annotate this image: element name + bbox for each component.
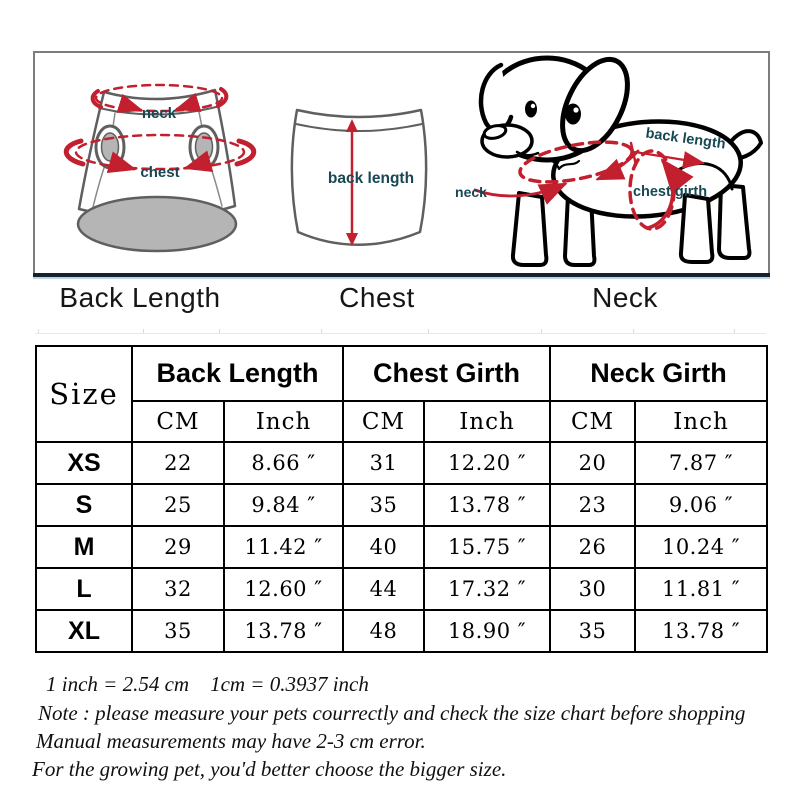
table-cell: 11.42 ″ <box>224 526 343 568</box>
table-cell: 13.78 ″ <box>424 484 550 526</box>
table-cell: 22 <box>132 442 224 484</box>
table-row <box>36 526 767 568</box>
error-note: Manual measurements may have 2-3 cm error. <box>36 729 426 753</box>
neck-girth-column-header: Neck Girth <box>550 346 767 401</box>
unit-header: Inch <box>224 401 343 442</box>
dog-chest-girth-label: chest girth <box>632 184 708 200</box>
caption-neck: Neck <box>592 282 658 313</box>
back-length-column-header: Back Length <box>132 346 343 401</box>
puppy-illustration <box>455 53 761 265</box>
measure-note: Note : please measure your pets courrectly and check the size chart before shopping <box>38 701 746 725</box>
dog-neck-label: neck <box>455 184 487 200</box>
garment-back-neck-label: neck <box>141 105 177 122</box>
table-cell: 11.81 ″ <box>635 568 767 610</box>
table-cell: 7.87 ″ <box>635 442 767 484</box>
table-cell: 35 <box>132 610 224 652</box>
table-cell: 12.60 ″ <box>224 568 343 610</box>
table-cell: 26 <box>550 526 635 568</box>
table-cell: 40 <box>343 526 424 568</box>
table-unit-row <box>36 401 767 442</box>
table-cell: 35 <box>343 484 424 526</box>
unit-header: Inch <box>635 401 767 442</box>
unit-header: CM <box>550 401 635 442</box>
table-cell: 35 <box>550 610 635 652</box>
size-label: S <box>36 484 132 526</box>
panel-bottom-highlight <box>33 277 770 279</box>
gridline-tick <box>541 329 542 333</box>
sizing-advice-note: For the growing pet, you'd better choose the bigger size. <box>32 757 507 781</box>
table-cell: 17.32 ″ <box>424 568 550 610</box>
size-column-header: Size <box>36 346 132 442</box>
table-cell: 25 <box>132 484 224 526</box>
garment-front-view-illustration <box>292 110 426 246</box>
table-cell: 29 <box>132 526 224 568</box>
gridline-tick <box>321 329 322 333</box>
gridline-tick <box>38 329 39 333</box>
table-row <box>36 610 767 652</box>
table-cell: 9.06 ″ <box>635 484 767 526</box>
table-cell: 8.66 ″ <box>224 442 343 484</box>
measurement-diagram-panel <box>33 51 770 273</box>
table-cell: 13.78 ″ <box>224 610 343 652</box>
table-header-row <box>36 346 767 401</box>
table-cell: 44 <box>343 568 424 610</box>
table-cell: 10.24 ″ <box>635 526 767 568</box>
garment-back-view-illustration <box>66 85 254 251</box>
gridline-tick <box>219 329 220 333</box>
size-chart-table <box>35 345 768 653</box>
measurement-diagram <box>35 53 768 271</box>
table-cell: 31 <box>343 442 424 484</box>
unit-header: CM <box>132 401 224 442</box>
chest-girth-column-header: Chest Girth <box>343 346 550 401</box>
table-cell: 13.78 ″ <box>635 610 767 652</box>
table-cell: 12.20 ″ <box>424 442 550 484</box>
table-cell: 9.84 ″ <box>224 484 343 526</box>
unit-header: Inch <box>424 401 550 442</box>
unit-header: CM <box>343 401 424 442</box>
caption-chest: Chest <box>339 282 415 313</box>
gridline-tick <box>428 329 429 333</box>
table-cell: 30 <box>550 568 635 610</box>
size-label: XS <box>36 442 132 484</box>
table-cell: 15.75 ″ <box>424 526 550 568</box>
caption-back-length: Back Length <box>59 282 221 313</box>
gridline-tick <box>633 329 634 333</box>
table-cell: 32 <box>132 568 224 610</box>
size-label: XL <box>36 610 132 652</box>
table-row <box>36 568 767 610</box>
table-cell: 23 <box>550 484 635 526</box>
table-row <box>36 484 767 526</box>
table-cell: 48 <box>343 610 424 652</box>
size-label: M <box>36 526 132 568</box>
conversion-note: 1 inch = 2.54 cm 1cm = 0.3937 inch <box>46 672 369 696</box>
size-label: L <box>36 568 132 610</box>
gridline <box>35 333 766 334</box>
garment-back-chest-label: chest <box>140 164 180 181</box>
table-cell: 18.90 ″ <box>424 610 550 652</box>
table-cell: 20 <box>550 442 635 484</box>
garment-front-back-length-label: back length <box>327 170 415 187</box>
table-row <box>36 442 767 484</box>
dog-back-length-label: back length <box>644 125 727 153</box>
gridline-tick <box>734 329 735 333</box>
gridline-tick <box>143 329 144 333</box>
